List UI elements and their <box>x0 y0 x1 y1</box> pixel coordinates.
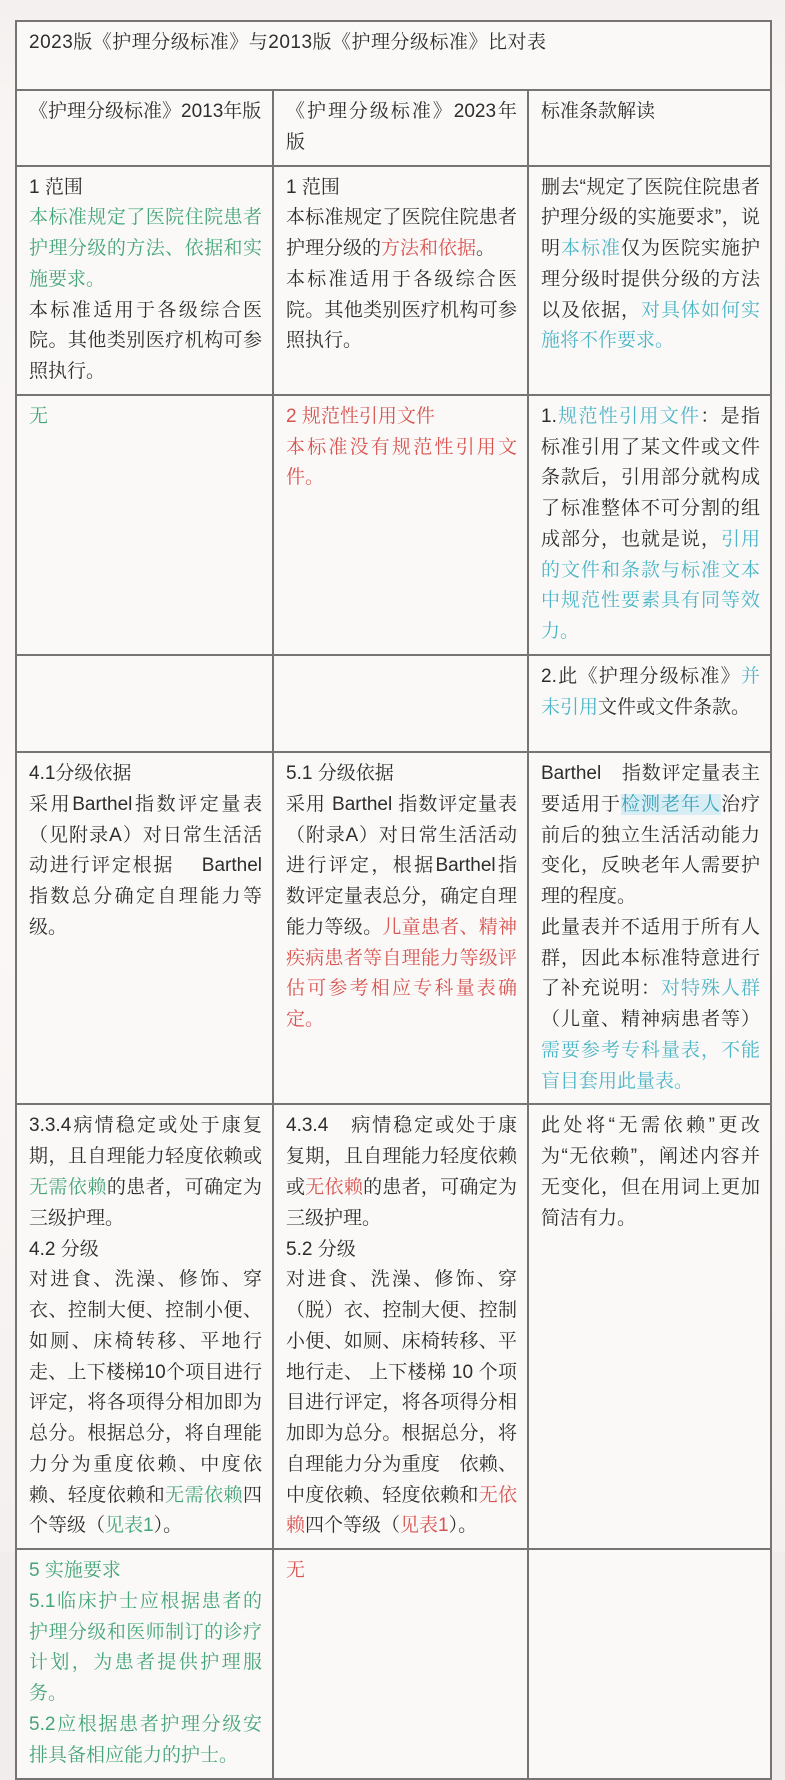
cell-grading-levels-2023: 4.3.4 病情稳定或处于康复期，且自理能力轻度依赖或无依赖的患者，可确定为三级护理。 5.2 分级 对进食、洗澡、修饰、穿（脱）衣、控制大便、控制小便、如厕、床椅转移、平地行走、 上下楼梯 10 个项目进行评定，将各项得分相加即为总分。根据总分，将自理能力分为重度 依赖、中度依赖、轻度依赖和无依赖四个等级（见表1）。 <box>273 1104 528 1549</box>
table-row-normative-references-note <box>16 655 771 752</box>
column-header-2013: 《护理分级标准》2013年版 <box>16 90 273 166</box>
cell-implementation-2023: 无 <box>273 1549 528 1778</box>
cell-implementation-interpretation <box>528 1549 771 1778</box>
table-row-grading-levels <box>16 1104 771 1549</box>
column-header-2023: 《护理分级标准》2023年版 <box>273 90 528 166</box>
comparison-table <box>15 20 772 1780</box>
table-row-scope <box>16 166 771 395</box>
cell-grading-basis-2013: 4.1分级依据 采用Barthel指数评定量表（见附录A）对日常生活活动进行评定根据 Barthel指数总分确定自理能力等级。 <box>16 752 273 1104</box>
cell-references-2023: 2 规范性引用文件 本标准没有规范性引用文件。 <box>273 395 528 655</box>
cell-scope-2013: 1 范围 本标准规定了医院住院患者护理分级的方法、依据和实施要求。 本标准适用于各级综合医院。其他类别医疗机构可参照执行。 <box>16 166 273 395</box>
cell-grading-basis-interpretation: Barthel 指数评定量表主要适用于检测老年人治疗前后的独立生活活动能力变化，反映老年人需要护理的程度。 此量表并不适用于所有人群，因此本标准特意进行了补充说明：对特殊人群（儿童、精神病患者等）需要参考专科量表，不能盲目套用此量表。 <box>528 752 771 1104</box>
cell-scope-interpretation: 删去“规定了医院住院患者护理分级的实施要求”，说明本标准仅为医院实施护理分级时提供分级的方法以及依据，对具体如何实施将不作要求。 <box>528 166 771 395</box>
title-row <box>16 21 771 90</box>
table-row-normative-references <box>16 395 771 655</box>
page-title: 2023版《护理分级标准》与2013版《护理分级标准》比对表 <box>16 21 771 90</box>
cell-references-interpretation-1: 1.规范性引用文件：是指标准引用了某文件或文件条款后，引用部分就构成了标准整体不可分割的组成部分，也就是说，引用的文件和条款与标准文本中规范性要素具有同等效力。 <box>528 395 771 655</box>
table-row-implementation <box>16 1549 771 1778</box>
cell-grading-levels-interpretation: 此处将“无需依赖”更改为“无依赖”，阐述内容并无变化，但在用词上更加简洁有力。 <box>528 1104 771 1549</box>
table-row-grading-basis <box>16 752 771 1104</box>
cell-scope-2023: 1 范围 本标准规定了医院住院患者护理分级的方法和依据。 本标准适用于各级综合医院。其他类别医疗机构可参照执行。 <box>273 166 528 395</box>
cell-empty-2023 <box>273 655 528 752</box>
cell-grading-basis-2023: 5.1 分级依据 采用 Barthel 指数评定量表（附录A）对日常生活活动进行评定，根据Barthel指数评定量表总分，确定自理能力等级。儿童患者、精神疾病患者等自理能力等级评估可参考相应专科量表确定。 <box>273 752 528 1104</box>
header-row <box>16 90 771 166</box>
cell-grading-levels-2013: 3.3.4病情稳定或处于康复期，且自理能力轻度依赖或无需依赖的患者，可确定为三级护理。 4.2 分级 对进食、洗澡、修饰、穿衣、控制大便、控制小便、如厕、床椅转移、平地行走、上下楼梯10个项目进行评定，将各项得分相加即为总分。根据总分，将自理能力分为重度依赖、中度依赖、轻度依赖和无需依赖四个等级（见表1）。 <box>16 1104 273 1549</box>
column-header-interpretation: 标准条款解读 <box>528 90 771 166</box>
cell-implementation-2013: 5 实施要求 5.1临床护士应根据患者的护理分级和医师制订的诊疗计划，为患者提供护理服务。 5.2应根据患者护理分级安排具备相应能力的护士。 <box>16 1549 273 1778</box>
cell-references-interpretation-2: 2.此《护理分级标准》并未引用文件或文件条款。 <box>528 655 771 752</box>
cell-references-2013: 无 <box>16 395 273 655</box>
cell-empty-2013 <box>16 655 273 752</box>
